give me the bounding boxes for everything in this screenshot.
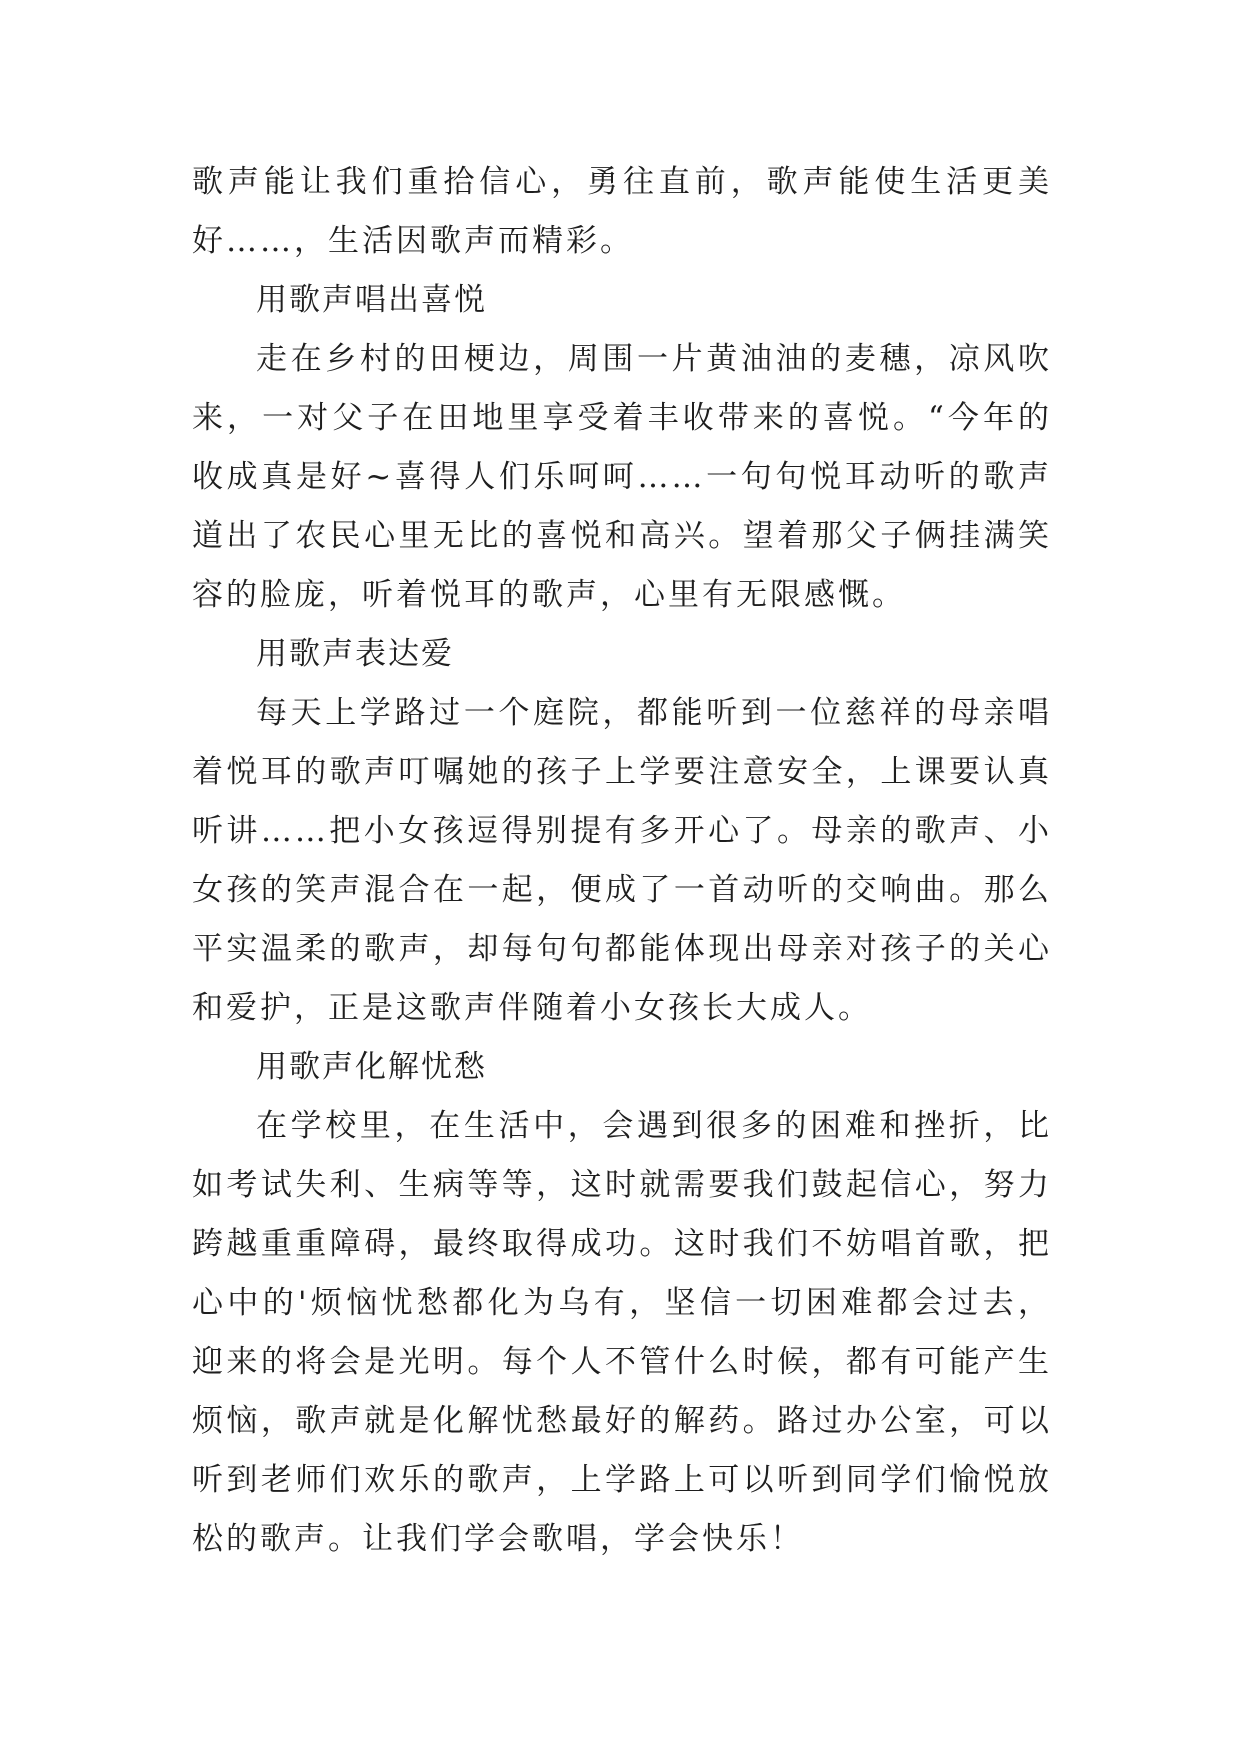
paragraph-worry: 在学校里，在生活中，会遇到很多的困难和挫折，比如考试失利、生病等等，这时就需要我们鼓起信心，努力跨越重重障碍，最终取得成功。这时我们不妨唱首歌，把心中的'烦恼忧愁都化为乌有，坚信一切困难都会过去，迎来的将会是光明。每个人不管什么时候，都有可能产生烦恼，歌声就是化解忧愁最好的解药。路过办公室，可以听到老师们欢乐的歌声，上学路上可以听到同学们愉悦放松的歌声。让我们学会歌唱，学会快乐！ <box>192 1108 1052 1557</box>
section-heading-love: 用歌声表达爱 <box>256 636 454 672</box>
section-heading-joy: 用歌声唱出喜悦 <box>256 282 487 318</box>
paragraph-joy: 走在乡村的田梗边，周围一片黄油油的麦穗，凉风吹来，一对父子在田地里享受着丰收带来的喜悦。“今年的收成真是好~喜得人们乐呵呵……一句句悦耳动听的歌声道出了农民心里无比的喜悦和高兴。望着那父子俩挂满笑容的脸庞，听着悦耳的歌声，心里有无限感慨。 <box>192 341 1052 613</box>
paragraph-intro-continued: 歌声能让我们重拾信心，勇往直前，歌声能使生活更美好……，生活因歌声而精彩。 <box>192 164 1052 259</box>
document-body <box>192 153 1052 1569</box>
section-heading-worry: 用歌声化解忧愁 <box>256 1049 487 1085</box>
paragraph-love: 每天上学路过一个庭院，都能听到一位慈祥的母亲唱着悦耳的歌声叮嘱她的孩子上学要注意安全，上课要认真听讲……把小女孩逗得别提有多开心了。母亲的歌声、小女孩的笑声混合在一起，便成了一首动听的交响曲。那么平实温柔的歌声，却每句句都能体现出母亲对孩子的关心和爱护，正是这歌声伴随着小女孩长大成人。 <box>192 695 1052 1026</box>
